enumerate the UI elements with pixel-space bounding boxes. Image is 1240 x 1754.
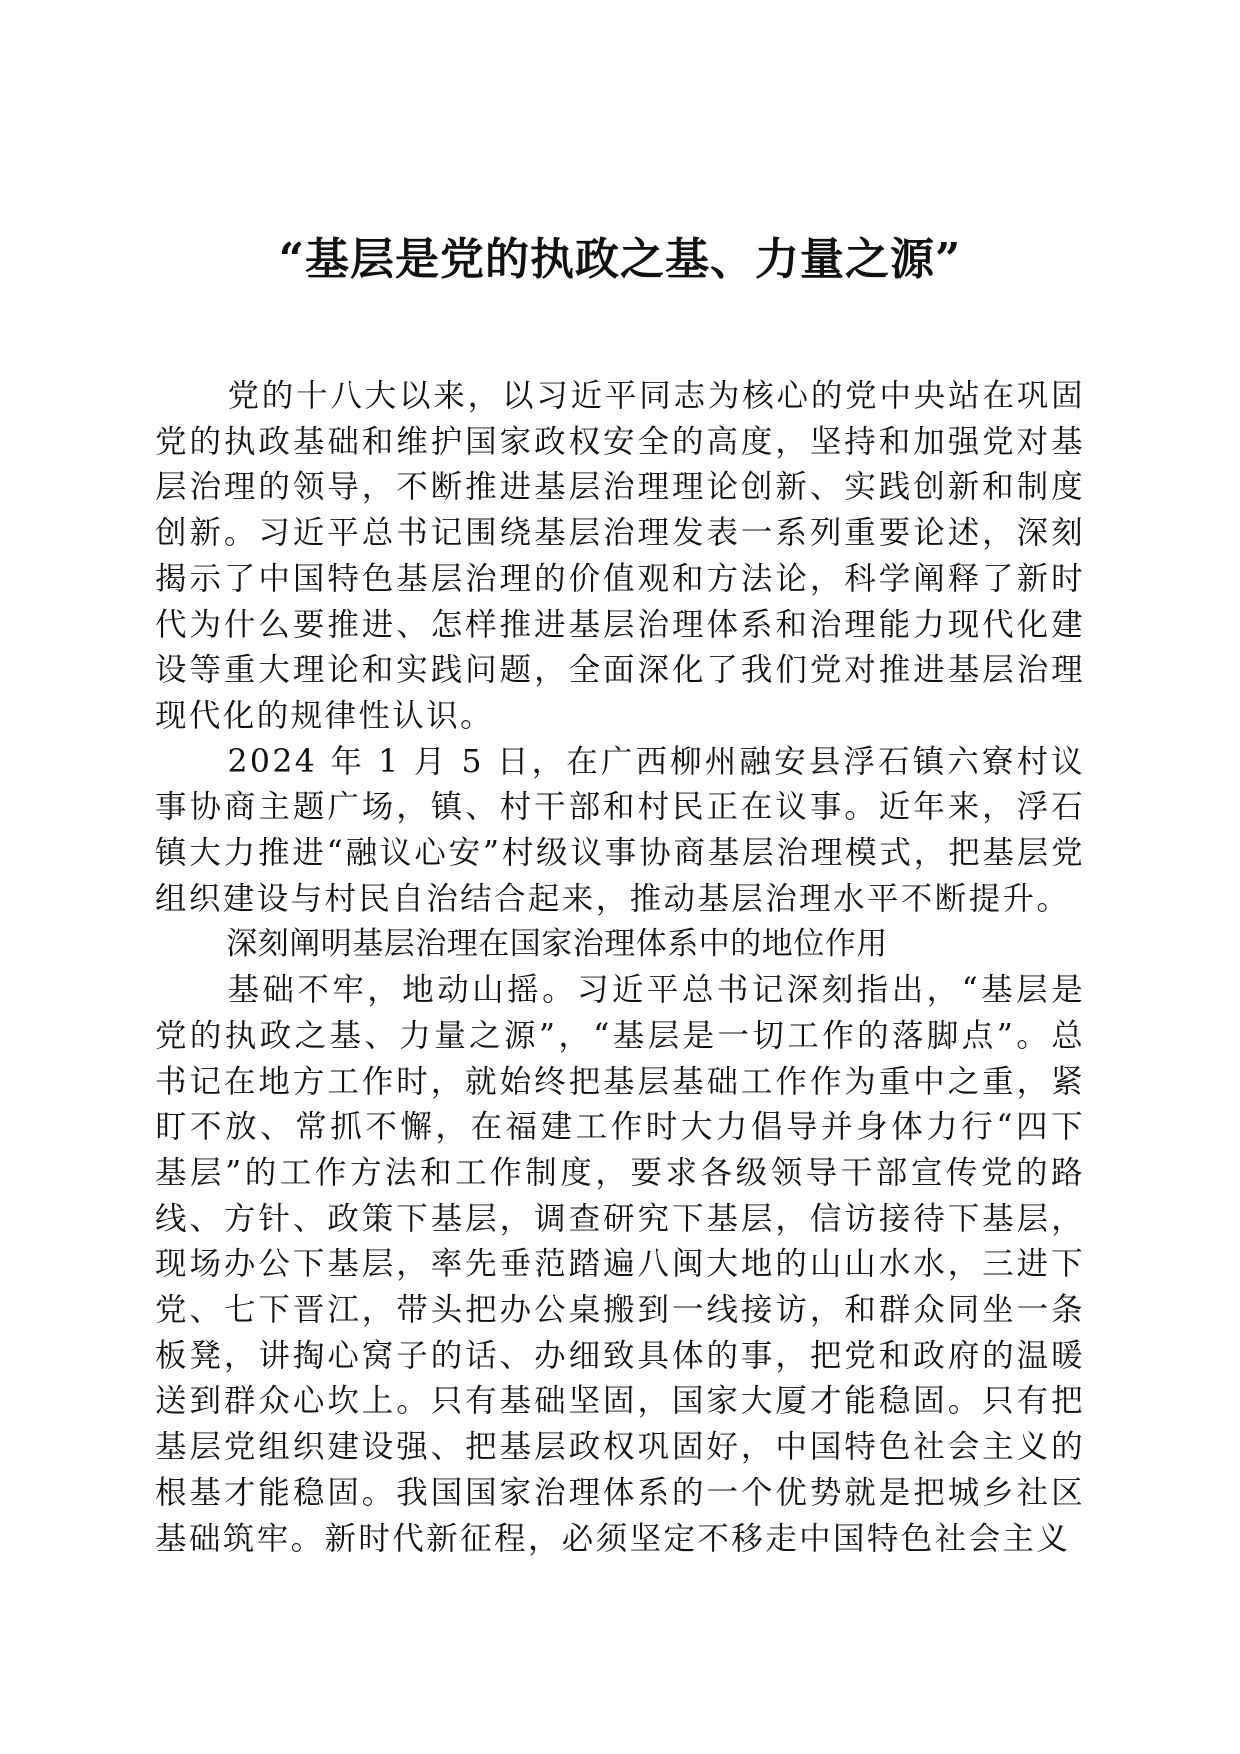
document-body xyxy=(155,374,1085,1562)
section-heading: 深刻阐明基层治理在国家治理体系中的地位作用 xyxy=(226,926,888,963)
document-title: “基层是党的执政之基、力量之源” xyxy=(278,234,962,285)
paragraph-intro: 党的十八大以来，以习近平同志为核心的党中央站在巩固党的执政基础和维护国家政权安全的高度，坚持和加强党对基层治理的领导，不断推进基层治理理论创新、实践创新和制度创新。习近平总书记围绕基层治理发表一系列重要论述，深刻揭示了中国特色基层治理的价值观和方法论，科学阐释了新时代为什么要推进、怎样推进基层治理体系和治理能力现代化建设等重大理论和实践问题，全面深化了我们党对推进基层治理现代化的规律性认识。 xyxy=(155,378,1085,734)
paragraph-event: 2024 年 1 月 5 日，在广西柳州融安县浮石镇六寮村议事协商主题广场，镇、村干部和村民正在议事。近年来，浮石镇大力推进“融议心安”村级议事协商基层治理模式，把基层党组织建设与村民自治结合起来，推动基层治理水平不断提升。 xyxy=(155,743,1085,917)
paragraph-section: 基础不牢，地动山摇。习近平总书记深刻指出，“基层是党的执政之基、力量之源”，“基层是一切工作的落脚点”。总书记在地方工作时，就始终把基层基础工作作为重中之重，紧盯不放、常抓不懈，在福建工作时大力倡导并身体力行“四下基层”的工作方法和工作制度，要求各级领导干部宣传党的路线、方针、政策下基层，调查研究下基层，信访接待下基层，现场办公下基层，率先垂范踏遍八闽大地的山山水水，三进下党、七下晋江，带头把办公桌搬到一线接访，和群众同坐一条板凳，讲掏心窝子的话、办细致具体的事，把党和政府的温暖送到群众心坎上。只有基础坚固，国家大厦才能稳固。只有把基层党组织建设强、把基层政权巩固好，中国特色社会主义的根基才能稳固。我国国家治理体系的一个优势就是把城乡社区基础筑牢。新时代新征程，必须坚定不移走中国特色社会主义 xyxy=(155,972,1085,1557)
